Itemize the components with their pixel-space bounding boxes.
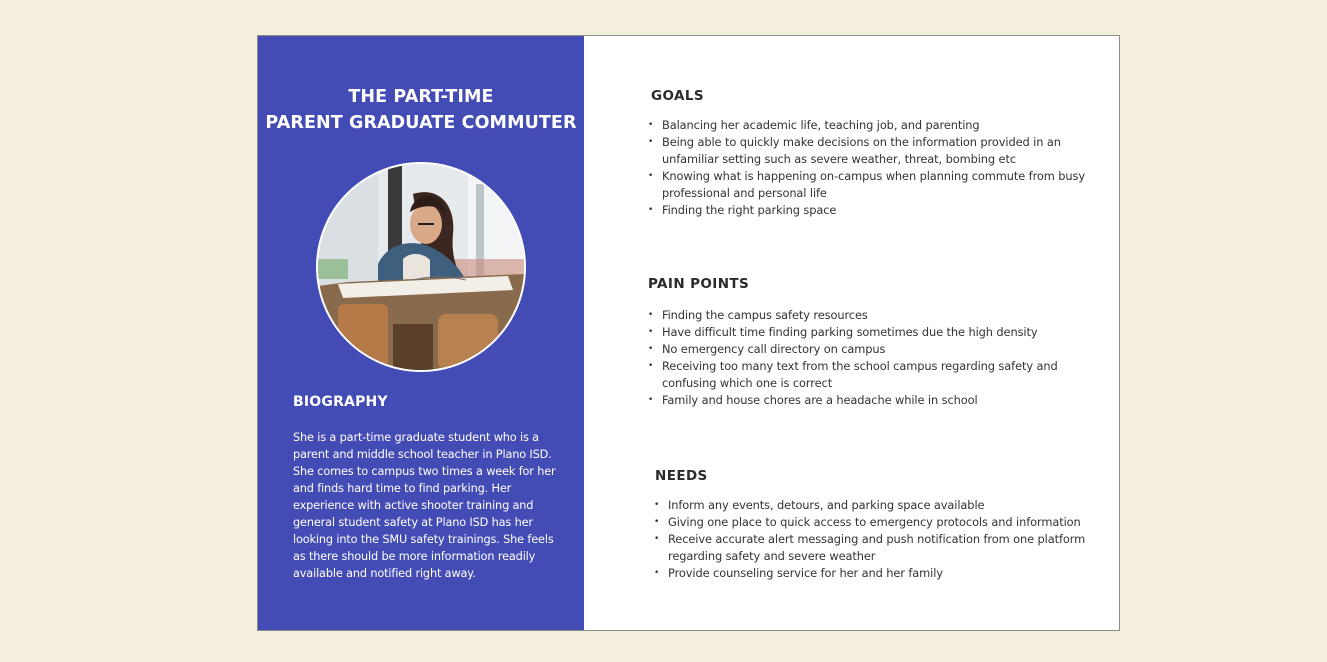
list-item: • Finding the campus safety resources [648,307,1088,324]
list-item: • No emergency call directory on campus [648,341,1088,358]
goals-heading: GOALS [651,88,704,104]
persona-card [258,36,1119,630]
needs-list [654,497,1094,582]
list-item: • Finding the right parking space [648,202,1088,219]
list-item: • Inform any events, detours, and parking space available [654,497,1094,514]
pain-points-list [648,307,1088,409]
list-item: • Receiving too many text from the school campus regarding safety and confusing which one is correct [648,358,1088,392]
persona-title-line1: THE PART-TIME [348,87,494,107]
list-item: • Knowing what is happening on-campus when planning commute from busy professional and personal life [648,168,1088,202]
needs-heading: NEEDS [655,468,708,484]
persona-title-line2: PARENT GRADUATE COMMUTER [265,113,577,133]
pain-points-heading: PAIN POINTS [648,276,750,292]
list-item: • Balancing her academic life, teaching job, and parenting [648,117,1088,134]
list-item: • Receive accurate alert messaging and push notification from one platform regarding safety and severe weather [654,531,1094,565]
biography-text: She is a part-time graduate student who is a parent and middle school teacher in Plano ISD. She comes to campus two times a week for her and finds hard time to find parking. Her experience with active shooter training and general student safety at Plano ISD has her looking into the SMU safety trainings. She feels as there should be more information readily available and notified right away. [293,431,556,580]
goals-list [648,117,1088,219]
list-item: • Family and house chores are a headache while in school [648,392,1088,409]
list-item: • Giving one place to quick access to emergency protocols and information [654,514,1094,531]
persona-sidebar [258,36,584,630]
list-item: • Provide counseling service for her and her family [654,565,1094,582]
list-item: • Being able to quickly make decisions on the information provided in an unfamiliar setting such as severe weather, threat, bombing etc [648,134,1088,168]
persona-photo [318,164,524,370]
student-photo-illustration [318,164,524,370]
list-item: • Have difficult time finding parking sometimes due the high density [648,324,1088,341]
biography-heading: BIOGRAPHY [293,394,388,410]
